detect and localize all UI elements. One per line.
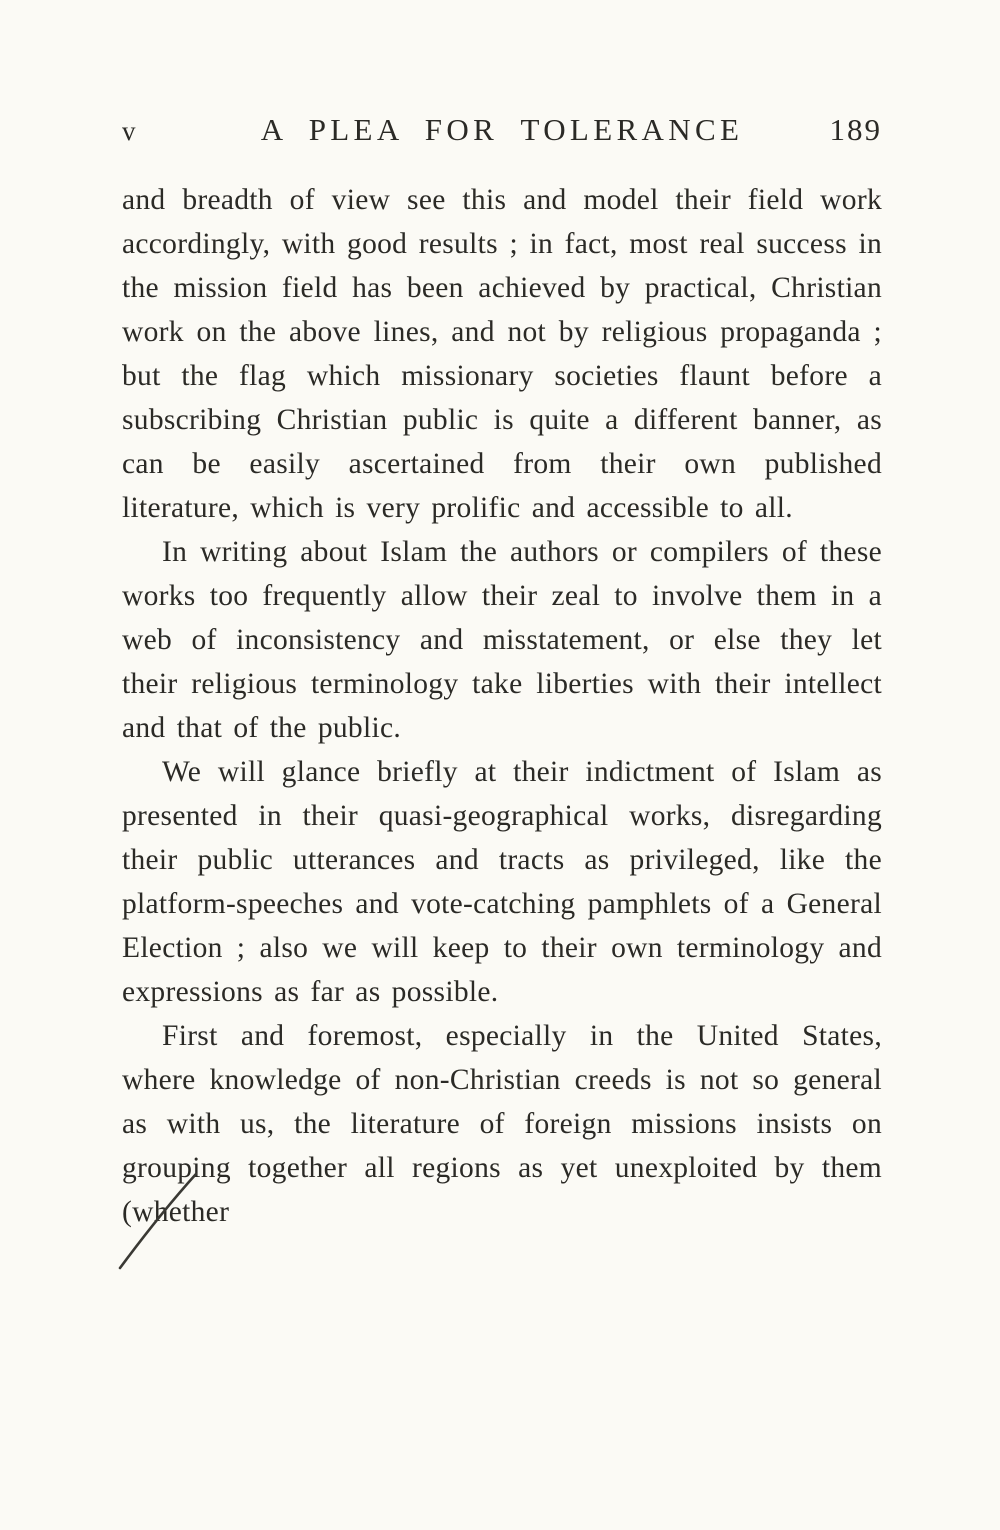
running-title: A PLEA FOR TOLERANCE (260, 112, 744, 147)
body-text (122, 178, 882, 1234)
paragraph: First and foremost, especially in the United States, where knowledge of non-Christian creeds is not so general as with us, the literature of foreign missions insists on grouping together all regions as yet unexploited by them (whether (122, 1020, 882, 1228)
paragraph-continuation: and breadth of view see this and model their field work accordingly, with good results ; in fact, most real success in the mission field has been achieved by practical, Christian work on the above lines, and not by religious propaganda ; but the flag which missionary societies flaunt before a subscribing Christian public is quite a different banner, as can be easily ascertained from their own published literature, which is very prolific and accessible to all. (122, 184, 882, 524)
paragraph: In writing about Islam the authors or compilers of these works too frequently allow their zeal to involve them in a web of inconsistency and misstatement, or else they let their religious terminology take liberties with their intellect and that of the public. (122, 536, 882, 744)
page-header (122, 112, 882, 148)
page-number: 189 (829, 112, 882, 147)
paragraph: We will glance briefly at their indictment of Islam as presented in their quasi-geographical works, disregarding their public utterances and tracts as privileged, like the platform-speeches and vote-catching pamphlets of a General Election ; also we will keep to their own terminology and expressions as far as possible. (122, 756, 882, 1008)
chapter-marker: v (122, 116, 137, 146)
